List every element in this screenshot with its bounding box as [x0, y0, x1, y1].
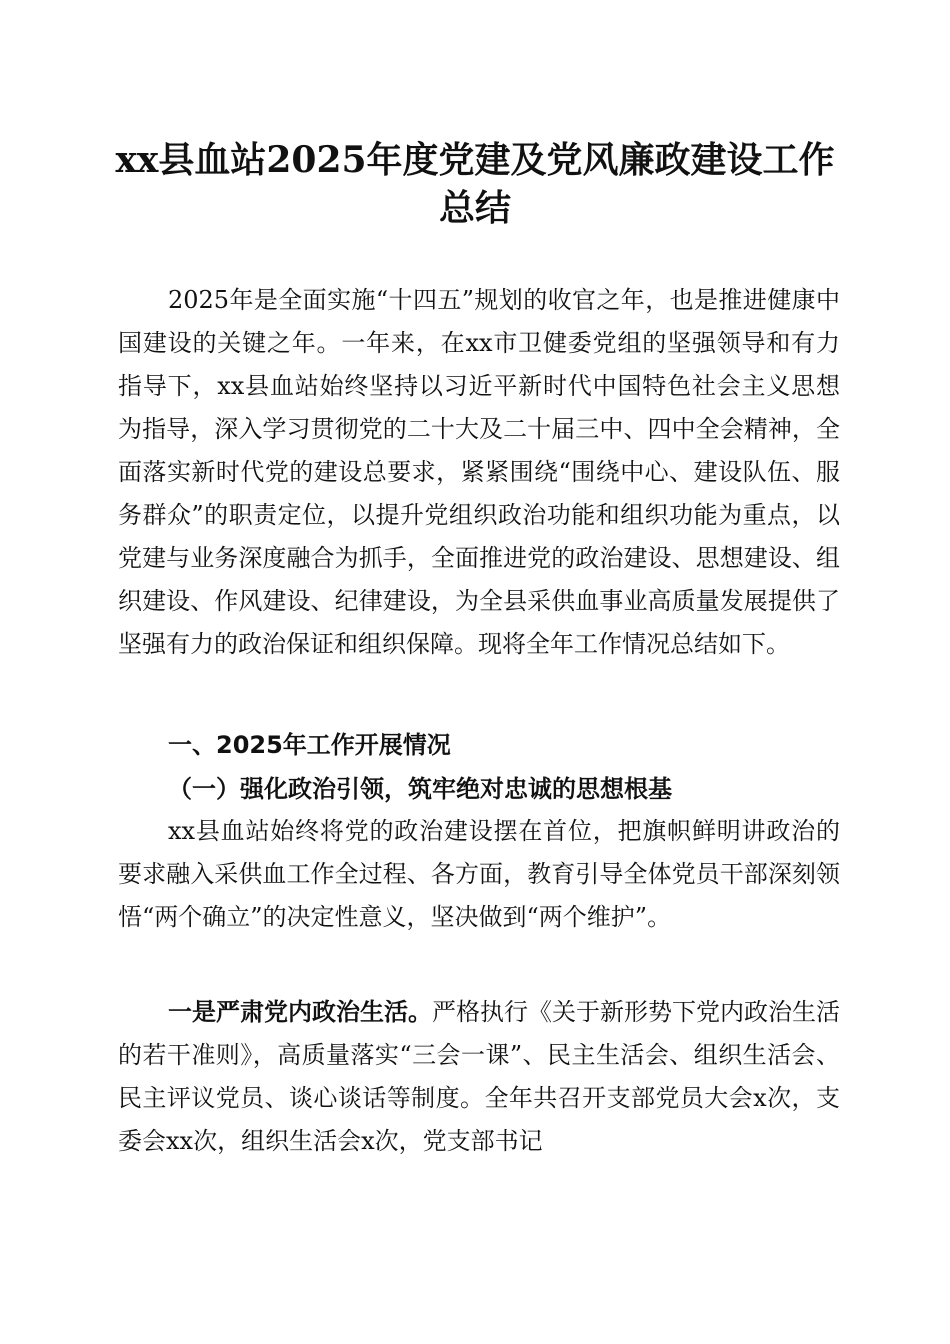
section1-heading: 一、2025年工作开展情况 [168, 731, 451, 759]
subsection1-paragraph: xx县血站始终将党的政治建设摆在首位，把旗帜鲜明讲政治的要求融入采供血工作全过程、各方面，教育引导全体党员干部深刻领悟“两个确立”的决定性意义，坚决做到“两个维护”。 [118, 817, 840, 931]
document-title-line2: 总结 [438, 187, 511, 229]
subsection1-heading: （一）强化政治引领，筑牢绝对忠诚的思想根基 [168, 774, 672, 803]
point1-paragraph [118, 990, 840, 1163]
document-title-line1: xx县血站2025年度党建及党风廉政建设工作 [115, 139, 835, 181]
point1-text: 严格执行《关于新形势下党内政治生活的若干准则》，高质量落实“三会一课”、民主生活会、组织生活会、民主评议党员、谈心谈话等制度。全年共召开支部党员大会x次，支委会xx次，组织生活会x次，党支部书记 [118, 998, 840, 1155]
intro-paragraph: 2025年是全面实施“十四五”规划的收官之年，也是推进健康中国建设的关键之年。一年来，在xx市卫健委党组的坚强领导和有力指导下，xx县血站始终坚持以习近平新时代中国特色社会主义思想为指导，深入学习贯彻党的二十大及二十届三中、四中全会精神，全面落实新时代党的建设总要求，紧紧围绕“围绕中心、建设队伍、服务群众”的职责定位，以提升党组织政治功能和组织功能为重点，以党建与业务深度融合为抓手，全面推进党的政治建设、思想建设、组织建设、作风建设、纪律建设，为全县采供血事业高质量发展提供了坚强有力的政治保证和组织保障。现将全年工作情况总结如下。 [118, 286, 840, 658]
point1-lead: 一是严肃党内政治生活。 [168, 997, 432, 1026]
